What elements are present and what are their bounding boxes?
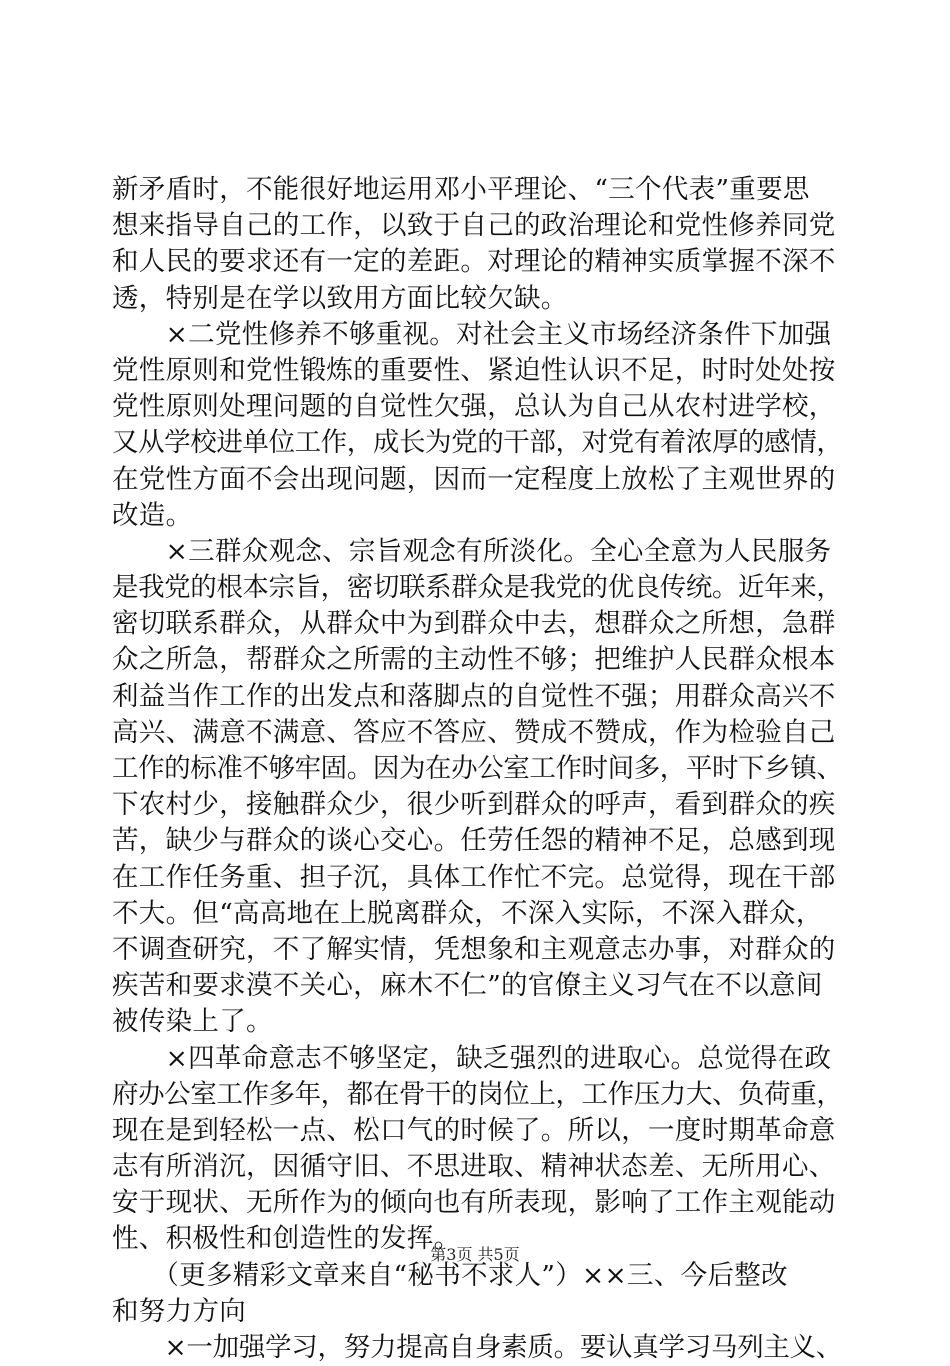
text-line: 高兴、满意不满意、答应不答应、赞成不赞成，作为检验自己: [112, 716, 836, 748]
text-line: ×三群众观念、宗旨观念有所淡化。全心全意为人民服务: [112, 535, 832, 567]
text-line: 是我党的根本宗旨，密切联系群众是我党的优良传统。近年来，: [112, 572, 843, 604]
body-text: [112, 172, 842, 1366]
text-line: 下农村少，接触群众少，很少听到群众的呼声，看到群众的疾: [112, 789, 836, 821]
text-line: 利益当作工作的出发点和落脚点的自觉性不强；用群众高兴不: [112, 680, 836, 712]
text-line: 在党性方面不会出现问题，因而一定程度上放松了主观世界的: [112, 463, 836, 495]
text-line: 性、积极性和创造性的发挥。: [112, 1223, 461, 1255]
text-line: 不调查研究，不了解实情，凭想象和主观意志办事，对群众的: [112, 933, 836, 965]
page-footer: 第3页 共5页: [430, 1245, 520, 1264]
text-line: （更多精彩文章来自“秘书不求人”）××三、今后整改: [112, 1259, 788, 1291]
text-line: 众之所急，帮群众之所需的主动性不够；把维护人民群众根本: [112, 644, 836, 676]
text-line: 不大。但“高高地在上脱离群众，不深入实际，不深入群众，: [112, 897, 823, 929]
text-line: ×一加强学习，努力提高自身素质。要认真学习马列主义、: [112, 1332, 843, 1363]
text-line: 苦，缺少与群众的谈心交心。任劳任怨的精神不足，总感到现: [112, 825, 836, 857]
text-line: 密切联系群众，从群众中为到群众中去，想群众之所想，急群: [112, 608, 836, 640]
text-line: ×二党性修养不够重视。对社会主义市场经济条件下加强: [112, 318, 832, 350]
text-line: 和努力方向: [112, 1295, 246, 1327]
text-line: 和人民的要求还有一定的差距。对理论的精神实质掌握不深不: [112, 246, 836, 278]
text-line: 改造。: [112, 499, 193, 531]
text-line: 疾苦和要求漠不关心，麻木不仁”的官僚主义习气在不以意间: [112, 970, 823, 1002]
text-line: 在工作任务重、担子沉，具体工作忙不完。总觉得，现在干部: [112, 861, 836, 893]
text-line: 府办公室工作多年，都在骨干的岗位上，工作压力大、负荷重，: [112, 1078, 843, 1110]
text-line: 想来指导自己的工作，以致于自己的政治理论和党性修养同党: [112, 210, 836, 242]
text-line: 党性原则处理问题的自觉性欠强，总认为自己从农村进学校，: [112, 391, 836, 423]
text-line: 工作的标准不够牢固。因为在办公室工作时间多，平时下乡镇、: [112, 753, 843, 784]
text-line: 又从学校进单位工作，成长为党的干部，对党有着浓厚的感情，: [112, 427, 843, 459]
text-line: 志有所消沉，因循守旧、不思进取、精神状态差、无所用心、: [112, 1151, 836, 1183]
text-line: 党性原则和党性锻炼的重要性、紧迫性认识不足，时时处处按: [112, 354, 836, 386]
text-line: 新矛盾时，不能很好地运用邓小平理论、“三个代表”重要思: [112, 174, 810, 205]
text-line: 被传染上了。: [112, 1006, 273, 1038]
text-line: 安于现状、无所作为的倾向也有所表现，影响了工作主观能动: [112, 1187, 836, 1219]
text-line: 透，特别是在学以致用方面比较欠缺。: [112, 282, 568, 314]
text-line: ×四革命意志不够坚定，缺乏强烈的进取心。总觉得在政: [112, 1042, 832, 1074]
text-line: 现在是到轻松一点、松口气的时候了。所以，一度时期革命意: [112, 1114, 836, 1146]
